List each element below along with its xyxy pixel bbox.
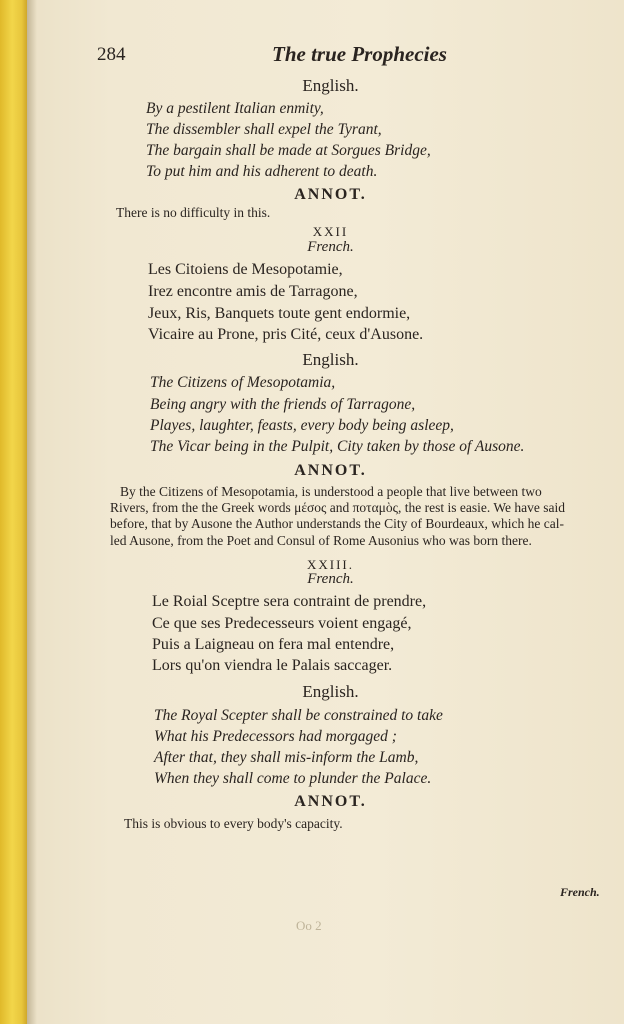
verse-line: Le Roial Sceptre sera contraint de prendre,: [152, 593, 427, 610]
quatrain-numeral-xxii: XXII: [312, 224, 349, 239]
quatrain-numeral-xxiii: XXIII.: [306, 557, 354, 572]
verse-line: The Vicar being in the Pulpit, City taken by those of Ausone.: [150, 438, 525, 455]
verse-line: To put him and his adherent to death.: [146, 163, 378, 180]
verse-line: Vicaire au Prone, pris Cité, ceux d'Ausone.: [148, 326, 424, 343]
catchword: French.: [560, 885, 600, 899]
annotation-line: By the Citizens of Mesopotamia, is understood a people that live between two: [120, 484, 542, 499]
verse-line: Being angry with the friends of Tarragone,: [150, 396, 416, 413]
verse-line: The dissembler shall expel the Tyrant,: [146, 121, 382, 138]
verse-line: Puis a Laigneau on fera mal entendre,: [152, 636, 395, 653]
annot-heading: ANNOT.: [294, 793, 367, 810]
verse-line: After that, they shall mis-inform the Lamb,: [154, 749, 419, 766]
annotation-text: This is obvious to every body's capacity.: [124, 816, 343, 831]
english-heading-1: English.: [302, 76, 359, 95]
french-heading: French.: [307, 239, 354, 255]
annotation-text: There is no difficulty in this.: [116, 205, 271, 220]
verse-line: The bargain shall be made at Sorgues Bridge,: [146, 142, 431, 159]
english-heading: English.: [302, 350, 359, 369]
verse-line: The Royal Scepter shall be constrained to take: [154, 707, 443, 724]
signature-mark: Oo 2: [296, 918, 322, 933]
annotation-line: before, that by Ausone the Author understands the City of Bourdeaux, which he cal-: [110, 516, 565, 531]
verse-line: Playes, laughter, feasts, every body being asleep,: [150, 417, 454, 434]
annot-heading-1: ANNOT.: [294, 186, 367, 203]
annot-heading: ANNOT.: [294, 462, 367, 479]
verse-line: When they shall come to plunder the Palace.: [154, 770, 432, 787]
french-heading: French.: [307, 571, 354, 587]
annotation-line: led Ausone, from the Poet and Consul of Rome Ausonius who was born there.: [110, 533, 532, 548]
english-heading: English.: [302, 682, 359, 701]
running-title: The true Prophecies: [272, 42, 447, 66]
verse-line: What his Predecessors had morgaged ;: [154, 728, 397, 745]
verse-line: Irez encontre amis de Tarragone,: [148, 283, 358, 300]
verse-line: Les Citoiens de Mesopotamie,: [148, 261, 343, 278]
verse-line: Lors qu'on viendra le Palais saccager.: [152, 657, 393, 674]
page-number: 284: [97, 44, 126, 65]
verse-line: The Citizens of Mesopotamia,: [150, 374, 336, 391]
annotation-line: Rivers, from the the Greek words μέσος and ποταμὸς, the rest is easie. We have said: [110, 500, 565, 515]
page-gutter-shadow: [27, 0, 37, 1024]
gilt-page-edge: [0, 0, 27, 1024]
verse-line: Ce que ses Predecesseurs voient engagé,: [152, 615, 412, 632]
verse-line: Jeux, Ris, Banquets toute gent endormie,: [148, 305, 411, 322]
verse-line: By a pestilent Italian enmity,: [146, 100, 324, 117]
